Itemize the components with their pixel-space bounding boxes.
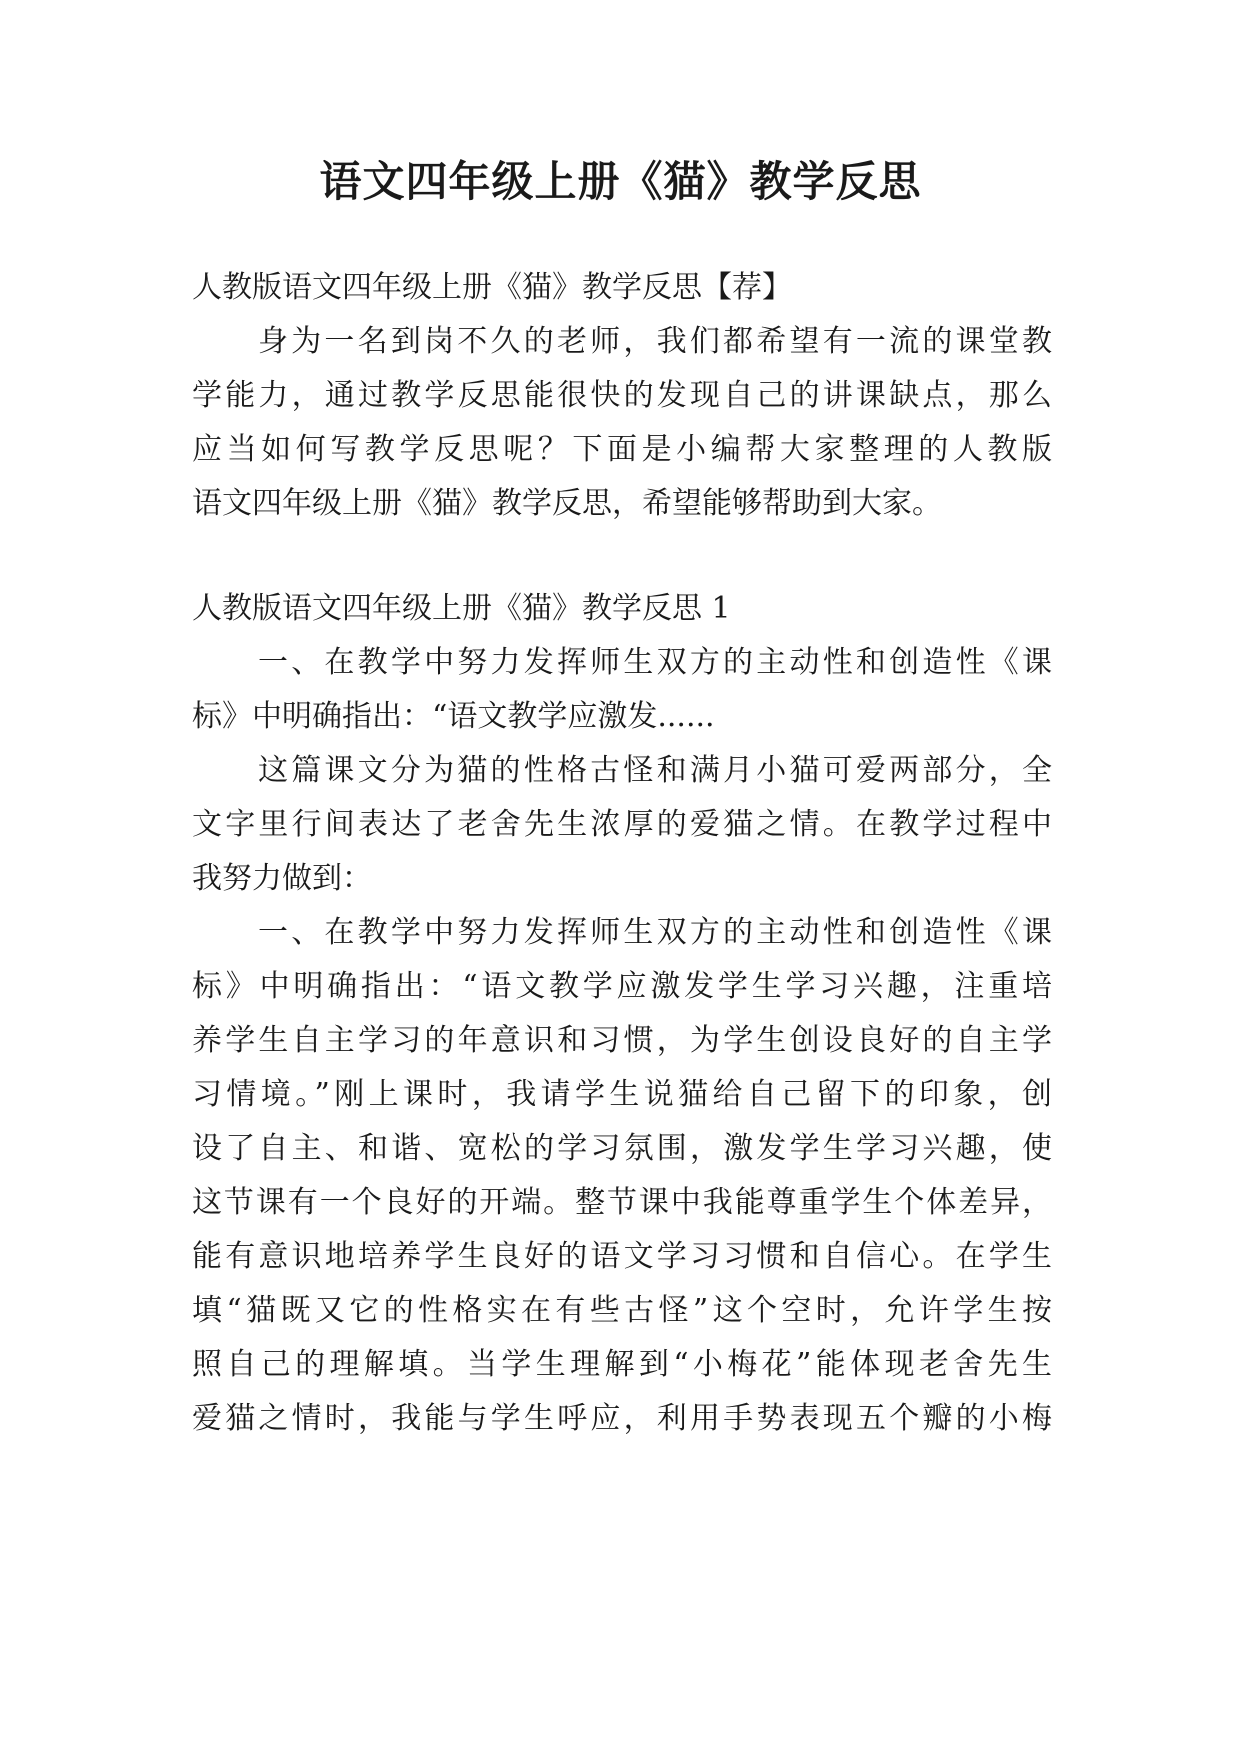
body-line-5: 标》中明确指出：“语文教学应激发学生学习兴趣，注重培 [192, 969, 1052, 1004]
intro-line-2: 学能力，通过教学反思能很快的发现自己的讲课缺点，那么 [192, 378, 1052, 413]
body-line-12: 照自己的理解填。当学生理解到“小梅花”能体现老舍先生 [192, 1347, 1052, 1382]
body-line-7: 习情境。”刚上课时，我请学生说猫给自己留下的印象，创 [192, 1077, 1052, 1112]
body-line-2: 文字里行间表达了老舍先生浓厚的爱猫之情。在教学过程中 [192, 807, 1052, 842]
intro-line-3: 应当如何写教学反思呢？下面是小编帮大家整理的人教版 [192, 432, 1052, 467]
article-heading: 人教版语文四年级上册《猫》教学反思【荐】 [192, 270, 792, 305]
body-line-1: 这篇课文分为猫的性格古怪和满月小猫可爱两部分，全 [258, 753, 1052, 788]
summary-line-2: 标》中明确指出：“语文教学应激发...... [192, 699, 715, 734]
body-line-10: 能有意识地培养学生良好的语文学习习惯和自信心。在学生 [192, 1239, 1052, 1274]
body-line-8: 设了自主、和谐、宽松的学习氛围，激发学生学习兴趣，使 [192, 1131, 1052, 1166]
body-line-6: 养学生自主学习的年意识和习惯，为学生创设良好的自主学 [192, 1023, 1052, 1058]
body-line-11: 填“猫既又它的性格实在有些古怪”这个空时，允许学生按 [192, 1293, 1052, 1328]
body-line-3: 我努力做到： [192, 861, 372, 896]
intro-line-4: 语文四年级上册《猫》教学反思，希望能够帮助到大家。 [192, 486, 942, 521]
document-title: 语文四年级上册《猫》教学反思 [319, 157, 922, 206]
summary-line-1: 一、在教学中努力发挥师生双方的主动性和创造性《课 [258, 645, 1052, 680]
body-line-4: 一、在教学中努力发挥师生双方的主动性和创造性《课 [258, 915, 1052, 950]
section-heading-1: 人教版语文四年级上册《猫》教学反思 1 [192, 591, 731, 626]
body-line-9: 这节课有一个良好的开端。整节课中我能尊重学生个体差异， [192, 1185, 1052, 1220]
intro-line-1: 身为一名到岗不久的老师，我们都希望有一流的课堂教 [258, 324, 1052, 359]
body-line-13: 爱猫之情时，我能与学生呼应，利用手势表现五个瓣的小梅 [192, 1401, 1052, 1436]
